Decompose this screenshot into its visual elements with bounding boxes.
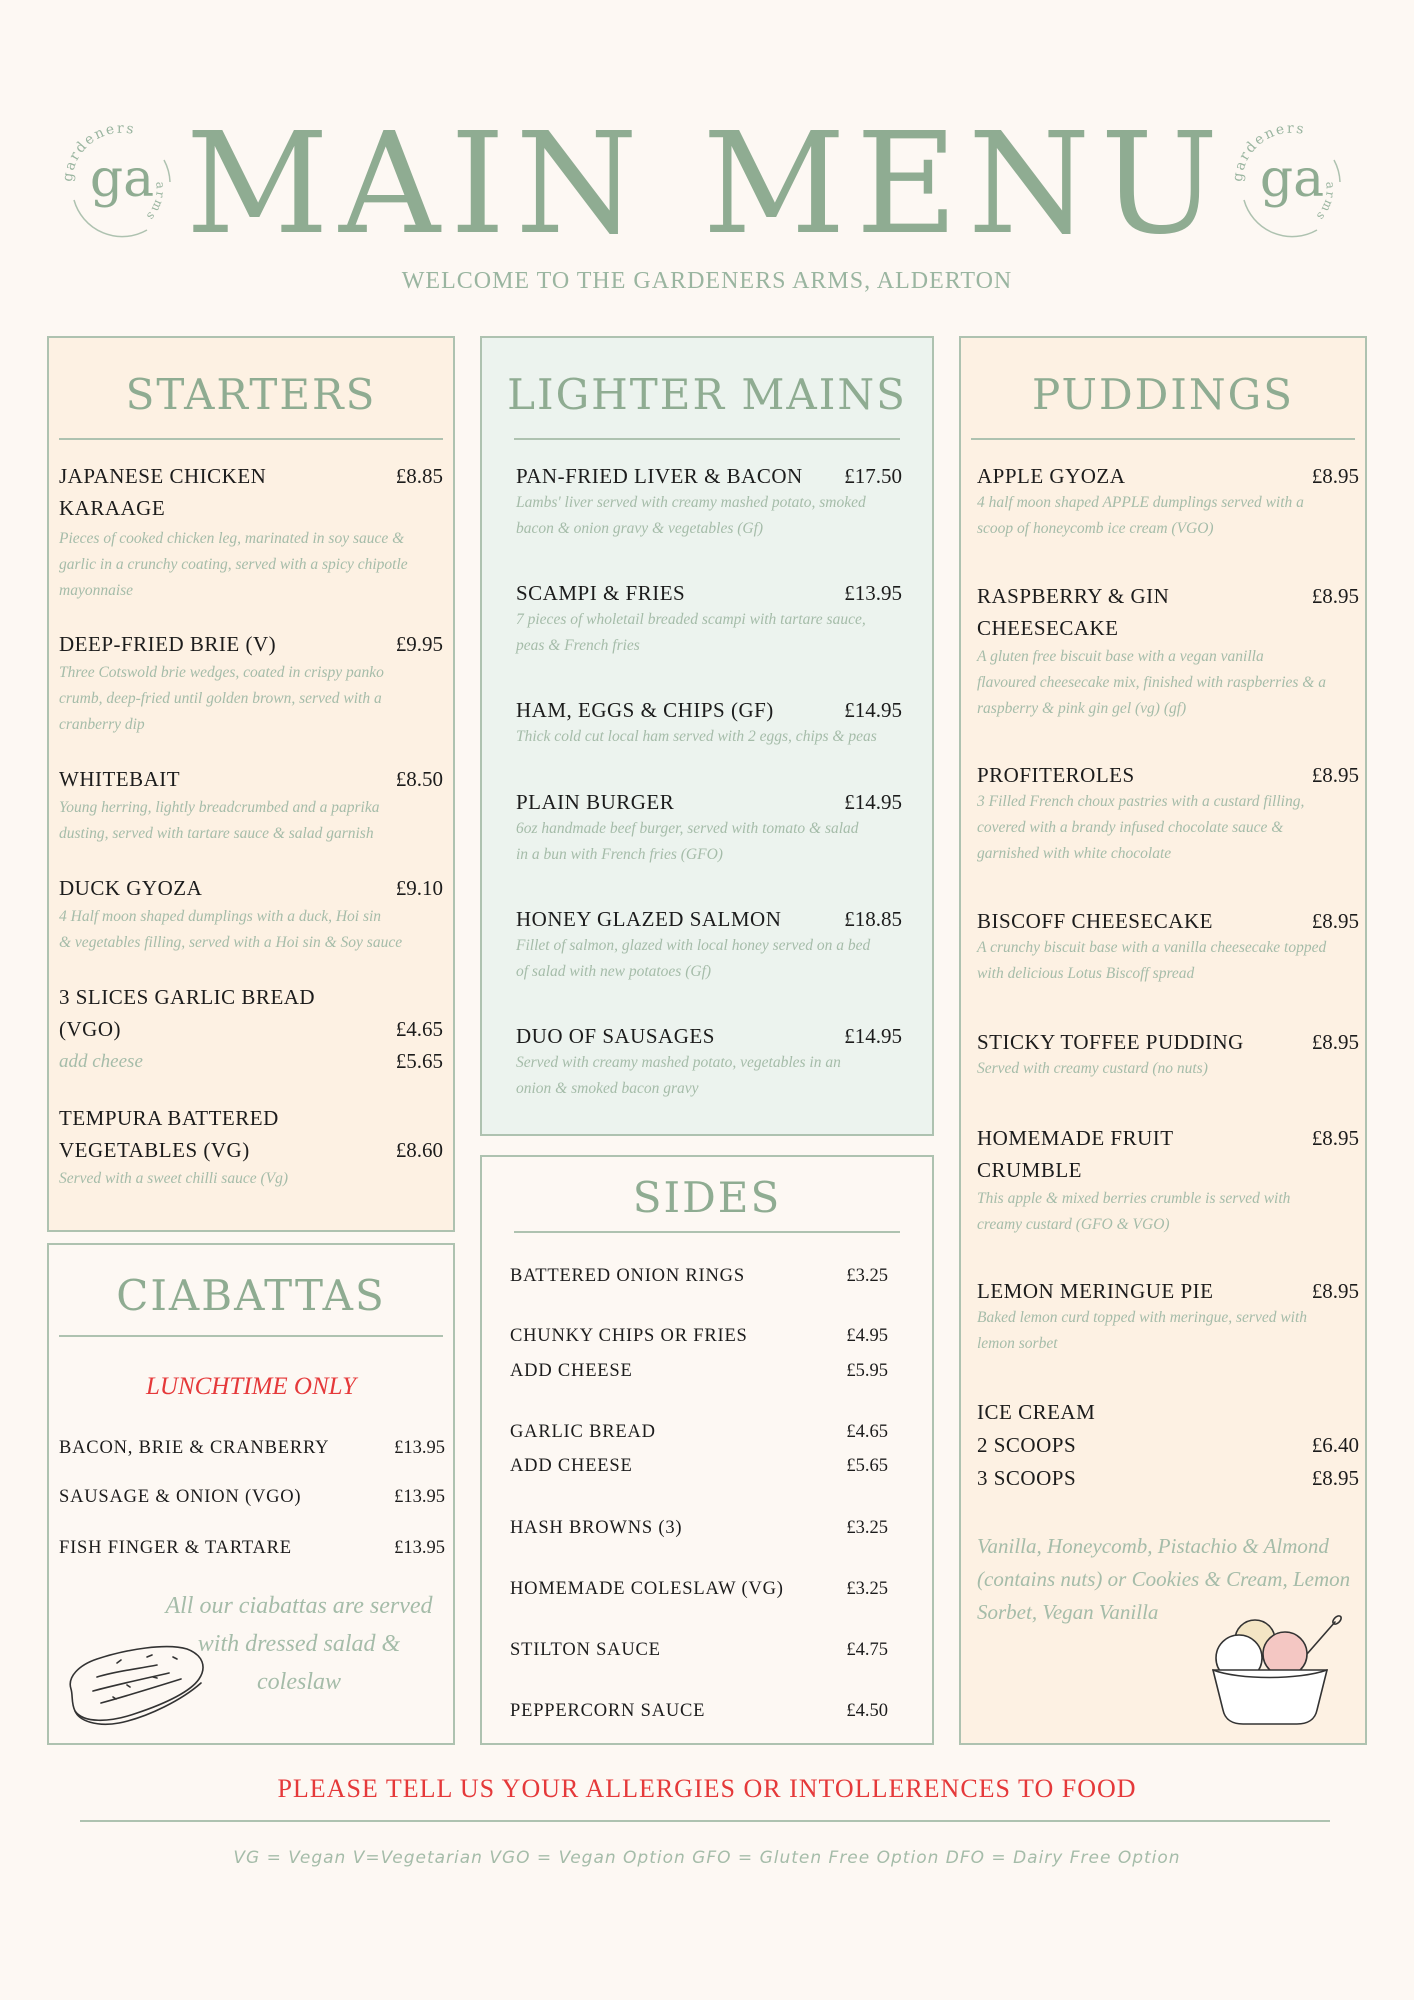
side-row [510,1633,888,1667]
side-name: HOMEMADE COLESLAW (VG) [510,1579,784,1599]
page-title: MAIN MENU [185,103,1229,266]
puddings-panel [959,336,1367,1745]
item-name: STICKY TOFFEE PUDDING [977,1030,1244,1054]
item-price: £8.85 [395,464,443,488]
item-name: HONEY GLAZED SALMON [516,907,782,931]
item-name: FISH FINGER & TARTARE [59,1538,292,1558]
scoop-option: 2 SCOOPS [977,1433,1077,1457]
side-name: BATTERED ONION RINGS [510,1266,745,1286]
item-option-price: £5.65 [395,1049,443,1073]
menu-item [516,460,902,550]
menu-item [59,1431,445,1465]
side-row [510,1415,888,1449]
item-price: £14.95 [844,698,902,722]
item-option: add cheese [59,1051,143,1072]
item-price: £17.50 [844,464,902,488]
lunchtime-only-label: LUNCHTIME ONLY [146,1373,356,1400]
item-name: HAM, EGGS & CHIPS (GF) [516,698,774,722]
item-name: PAN-FRIED LIVER & BACON [516,464,803,488]
ciabattas-title: CIABATTAS [116,1271,386,1320]
menu-item [59,981,443,1091]
item-description: 4 Half moon shaped dumplings with a duck, Hoi sin & vegetables filling, served with a Hoi sin & Soy sauce [59,908,403,951]
puddings-title: PUDDINGS [1032,370,1294,419]
page-subtitle: WELCOME TO THE GARDENERS ARMS, ALDERTON [401,268,1013,294]
divider [59,438,443,440]
menu-item [977,1122,1359,1244]
item-description: Three Cotswold brie wedges, coated in crispy panko crumb, deep-fried until golden brown, served with a cranberry dip [59,664,384,733]
menu-item [59,1480,445,1514]
side-row [510,1694,888,1728]
item-description: This apple & mixed berries crumble is served with creamy custard (GFO & VGO) [977,1190,1291,1233]
scoop-option: 3 SCOOPS [977,1466,1077,1490]
side-name: STILTON SAUCE [510,1640,661,1660]
menu-item [59,460,443,600]
item-description: Fillet of salmon, glazed with local honey served on a bed of salad with new potatoes (Gf) [516,937,871,980]
side-row [510,1319,888,1353]
allergy-notice: PLEASE TELL US YOUR ALLERGIES OR INTOLLERENCES TO FOOD [277,1774,1137,1803]
item-price: £8.95 [1311,1030,1359,1054]
item-price: £9.95 [395,632,443,656]
starters-title: STARTERS [125,370,377,419]
item-name: WHITEBAIT [59,767,181,791]
sides-title: SIDES [632,1173,782,1222]
item-name: ICE CREAM [977,1400,1096,1424]
item-price: £4.65 [395,1017,443,1041]
item-name: BACON, BRIE & CRANBERRY [59,1438,330,1458]
menu-item [59,628,443,738]
item-name: LEMON MERINGUE PIE [977,1279,1214,1303]
item-price: £8.50 [395,767,443,791]
side-price: £4.95 [846,1326,888,1346]
item-price: £13.95 [394,1438,445,1458]
menu-item [977,460,1359,550]
item-name: RASPBERRY & GIN CHEESECAKE [977,584,1170,640]
logo-ring-top: gardeners [1229,120,1307,183]
menu-item [59,872,443,962]
lighter-mains-panel [480,336,934,1136]
side-name: PEPPERCORN SAUCE [510,1701,706,1721]
ice-cream-item [977,1396,1359,1506]
side-name: GARLIC BREAD [510,1422,656,1442]
item-description: A crunchy biscuit base with a vanilla cheesecake topped with delicious Lotus Biscoff spread [977,939,1327,982]
item-name: 3 SLICES GARLIC BREAD (VGO) [59,985,316,1041]
ciabatta-note: All our ciabattas are served with dressed salad & coleslaw [165,1593,433,1695]
item-price: £8.95 [1311,464,1359,488]
side-price: £4.50 [846,1701,888,1721]
menu-item [59,763,443,853]
logo-text: ga [89,149,155,209]
menu-item [516,903,902,993]
item-name: SCAMPI & FRIES [516,581,686,605]
side-name: ADD CHEESE [510,1361,633,1381]
ice-cream-bowl-icon [1199,1610,1349,1730]
item-price: £8.95 [1311,909,1359,933]
item-name: TEMPURA BATTERED VEGETABLES (VG) [59,1106,279,1162]
item-name: DUO OF SAUSAGES [516,1024,715,1048]
side-name: ADD CHEESE [510,1456,633,1476]
item-description: Served with creamy mashed potato, vegetables in an onion & smoked bacon gravy [516,1054,841,1097]
item-description: 6oz handmade beef burger, served with tomato & salad in a bun with French fries (GFO) [516,820,859,863]
side-row [510,1572,888,1606]
item-name: DUCK GYOZA [59,876,203,900]
item-price: £8.95 [1311,584,1359,608]
divider [514,438,900,440]
lighter-mains-title: LIGHTER MAINS [507,370,907,419]
item-name: BISCOFF CHEESECAKE [977,909,1213,933]
item-description: A gluten free biscuit base with a vegan vanilla flavoured cheesecake mix, finished with raspberries & a raspberry & pink gin gel (vg) (gf) [977,648,1326,717]
side-price: £3.25 [846,1579,888,1599]
item-name: HOMEMADE FRUIT CRUMBLE [977,1126,1174,1182]
side-price: £4.65 [846,1422,888,1442]
item-price: £8.95 [1311,1279,1359,1303]
item-description: 7 pieces of wholetail breaded scampi with tartare sauce, peas & French fries [516,611,866,654]
sides-list [510,1259,888,1739]
scoop-price: £8.95 [1311,1466,1359,1490]
side-row [510,1449,888,1483]
item-description: Baked lemon curd topped with meringue, served with lemon sorbet [977,1309,1308,1352]
item-name: PLAIN BURGER [516,790,675,814]
item-description: Thick cold cut local ham served with 2 eggs, chips & peas [516,728,877,745]
item-description: Lambs' liver served with creamy mashed potato, smoked bacon & onion gravy & vegetables (Gf) [516,494,866,537]
divider [971,438,1355,440]
menu-item [516,786,902,876]
item-price: £18.85 [844,907,902,931]
item-price: £14.95 [844,1024,902,1048]
menu-item [516,694,902,758]
dietary-key: VG = Vegan V=Vegetarian VGO = Vegan Option GFO = Gluten Free Option DFO = Dairy Free Option [233,1848,1181,1868]
logo-ring-right: arms [1312,181,1338,225]
side-price: £5.95 [846,1361,888,1381]
menu-item [59,1102,443,1212]
item-description: Young herring, lightly breadcrumbed and a paprika dusting, served with tartare sauce & salad garnish [59,799,380,842]
item-description: 3 Filled French choux pastries with a custard filling, covered with a brandy infused chocolate sauce & garnished with white chocolate [977,793,1305,862]
sides-panel [480,1155,934,1745]
item-name: SAUSAGE & ONION (VGO) [59,1487,302,1507]
side-price: £4.75 [846,1640,888,1660]
side-row [510,1511,888,1545]
item-description: Served with a sweet chilli sauce (Vg) [59,1170,288,1187]
item-description: Served with creamy custard (no nuts) [977,1060,1208,1077]
item-price: £9.10 [395,876,443,900]
item-description: Pieces of cooked chicken leg, marinated in soy sauce & garlic in a crunchy coating, served with a spicy chipotle mayonnaise [59,530,408,599]
menu-item [516,577,902,667]
side-price: £3.25 [846,1518,888,1538]
side-row [510,1354,888,1388]
divider [59,1335,443,1337]
side-name: CHUNKY CHIPS OR FRIES [510,1326,748,1346]
item-name: DEEP-FRIED BRIE (V) [59,632,277,656]
menu-item [977,1026,1359,1090]
item-price: £13.95 [844,581,902,605]
ice-cream-flavours: Vanilla, Honeycomb, Pistachio & Almond (contains nuts) or Cookies & Cream, Lemon Sorbet, Vegan Vanilla [977,1534,1351,1624]
item-price: £14.95 [844,790,902,814]
item-price: £13.95 [394,1487,445,1507]
ciabatta-bread-icon [57,1637,217,1737]
starters-panel [47,336,455,1232]
side-row [510,1259,888,1293]
menu-item [977,580,1359,730]
ciabattas-panel [47,1243,455,1745]
item-name: PROFITEROLES [977,763,1135,787]
item-name: APPLE GYOZA [977,464,1126,488]
menu-item [977,905,1359,995]
item-price: £13.95 [394,1538,445,1558]
item-price: £8.95 [1311,763,1359,787]
side-price: £3.25 [846,1266,888,1286]
item-description: 4 half moon shaped APPLE dumplings served with a scoop of honeycomb ice cream (VGO) [977,494,1304,537]
scoop-price: £6.40 [1311,1433,1359,1457]
menu-item [59,1531,445,1565]
menu-item [977,1275,1359,1365]
side-price: £5.65 [846,1456,888,1476]
logo-ring-right: arms [142,181,168,225]
divider [514,1231,900,1233]
item-name: JAPANESE CHICKEN KARAAGE [59,464,267,520]
menu-item [516,1020,902,1110]
item-price: £8.60 [395,1138,443,1162]
logo-ring-top: gardeners [59,120,137,183]
footer-divider [80,1820,1330,1822]
side-name: HASH BROWNS (3) [510,1518,683,1538]
logo-text: ga [1259,149,1325,209]
item-price: £8.95 [1311,1126,1359,1150]
menu-item [977,759,1359,875]
